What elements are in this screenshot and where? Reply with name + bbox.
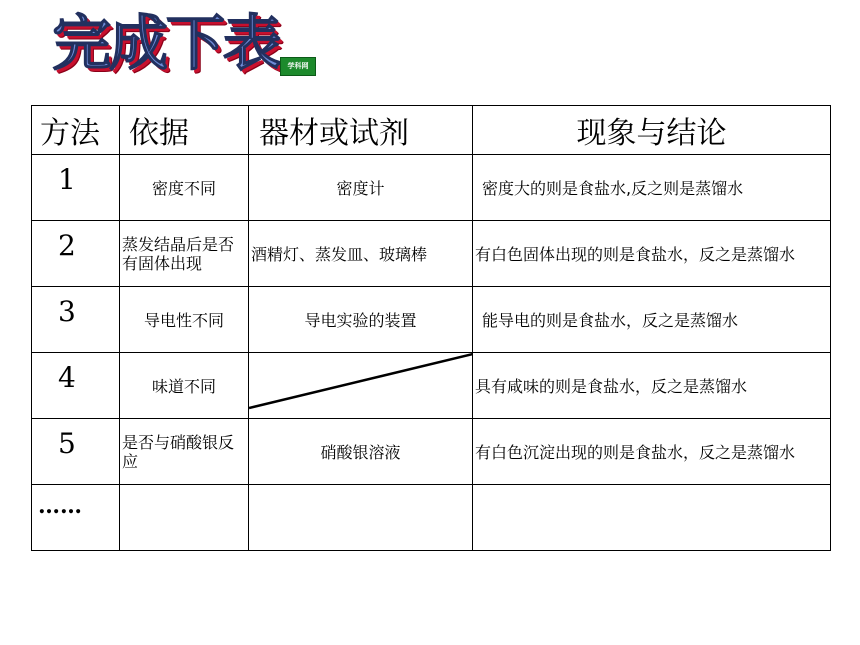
equipment-cell: 导电实验的装置	[249, 287, 473, 353]
table-row	[32, 353, 831, 419]
table-row	[32, 287, 831, 353]
basis-cell: 是否与硝酸银反应	[120, 419, 249, 485]
result-cell: 能导电的则是食盐水，反之是蒸馏水	[473, 287, 831, 353]
result-cell	[473, 485, 831, 551]
method-number: 2	[32, 221, 120, 287]
header-method: 方法	[32, 106, 120, 155]
slide-title: 完成下表	[52, 9, 280, 79]
methods-table	[31, 105, 831, 551]
basis-cell: 密度不同	[120, 155, 249, 221]
basis-cell: 味道不同	[120, 353, 249, 419]
method-number: 4	[32, 353, 120, 419]
table-row	[32, 155, 831, 221]
method-number: 1	[32, 155, 120, 221]
result-cell: 有白色沉淀出现的则是食盐水，反之是蒸馏水	[473, 419, 831, 485]
method-number: 3	[32, 287, 120, 353]
header-equipment: 器材或试剂	[249, 106, 473, 155]
site-badge: 学科网	[280, 57, 316, 76]
method-number: ……	[32, 485, 120, 551]
equipment-cell-empty	[249, 353, 473, 419]
table-row	[32, 485, 831, 551]
header-result: 现象与结论	[473, 106, 831, 155]
equipment-cell: 硝酸银溶液	[249, 419, 473, 485]
table-row	[32, 221, 831, 287]
method-number: 5	[32, 419, 120, 485]
result-cell: 密度大的则是食盐水,反之则是蒸馏水	[473, 155, 831, 221]
basis-cell: 蒸发结晶后是否有固体出现	[120, 221, 249, 287]
basis-cell	[120, 485, 249, 551]
header-basis: 依据	[120, 106, 249, 155]
diagonal-slash	[249, 353, 473, 411]
equipment-cell	[249, 485, 473, 551]
basis-cell: 导电性不同	[120, 287, 249, 353]
equipment-cell: 密度计	[249, 155, 473, 221]
table-row	[32, 419, 831, 485]
result-cell: 有白色固体出现的则是食盐水，反之是蒸馏水	[473, 221, 831, 287]
equipment-cell: 酒精灯、蒸发皿、玻璃棒	[249, 221, 473, 287]
result-cell: 具有咸味的则是食盐水，反之是蒸馏水	[473, 353, 831, 419]
table-header-row	[32, 106, 831, 155]
